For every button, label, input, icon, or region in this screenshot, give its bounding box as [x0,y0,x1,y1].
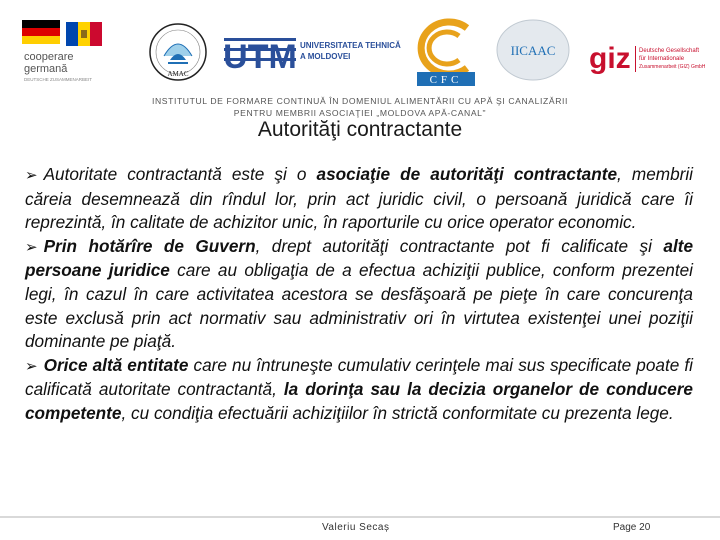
arrow-bullet-icon: ➢ [25,237,38,256]
utm-logo [222,10,402,90]
footer-divider [0,516,720,518]
cfc-logo [405,10,485,90]
svg-text:Deutsche Gesellschaft: Deutsche Gesellschaft [639,48,700,54]
slide-title: Autorităţi contractante [257,118,463,141]
svg-text:CFC: CFC [429,74,463,86]
paragraph-1: ➢ Autoritate contractantă este şi o asociaţie de autorităţi contractante, membrii căreia desemnează din rîndul lor, prin act juridic civil, o persoană juridică care îi reprezintă, în calitate de achizitor unic, în raporturile cu orice operator economic. [25,164,693,233]
page-number: Page 20 [613,522,651,533]
footer-author: Valeriu Secaș [322,522,390,533]
svg-text:DEUTSCHE ZUSAMMENARBEIT: DEUTSCHE ZUSAMMENARBEIT [24,77,93,82]
iicaac-logo [488,10,578,90]
svg-text:UTM: UTM [223,38,297,76]
amac-logo [140,10,216,90]
svg-text:cooperare: cooperare [24,51,74,63]
svg-text:germană: germană [24,63,68,75]
institute-line-1: INSTITUTUL DE FORMARE CONTINUĂ ÎN DOMENIUL ALIMENTĂRII CU APĂ ŞI CANALIZĂRII [152,96,568,106]
svg-text:AMAC: AMAC [167,70,189,78]
svg-text:für Internationale: für Internationale [639,56,685,62]
giz-logo [585,10,710,90]
svg-text:IICAAC: IICAAC [510,43,556,58]
cooperare-germana-logo [18,10,118,90]
paragraph-2: ➢ Prin hotărîre de Guvern, drept autorităţi contractante pot fi calificate şi alte persoane juridice care au obligaţia de a efectua achiziţii publice, conform prezentei legi, în cazul în care activitatea acestora se desfăşoară pe pieţe în care concurenţa este exclusă prin act normativ sau administrativ ori în virtutea existenţei unei poziţii dominante pe piaţă. [25,235,694,352]
arrow-bullet-icon: ➢ [25,166,38,184]
institute-line-2: PENTRU MEMBRII ASOCIAŢIEI „MOLDOVA APĂ-CANAL" [233,108,487,118]
svg-text:UNIVERSITATEA TEHNICĂ: UNIVERSITATEA TEHNICĂ [300,41,401,50]
svg-text:A MOLDOVEI: A MOLDOVEI [300,52,351,61]
paragraph-3: ➢ Orice altă entitate care nu întruneşte cumulativ cerinţele mai sus specificate poate fi calificată autoritate contractantă, la dorinţa sau la decizia organelor de conducere competente, cu condiţia efectuării achiziţiilor în strictă conformitate cu prezenta lege. [25,354,693,423]
institute-name [120,95,600,119]
arrow-bullet-icon: ➢ [25,356,38,375]
svg-text:Zusammenarbeit (GIZ) GmbH: Zusammenarbeit (GIZ) GmbH [639,64,706,70]
slide-body [25,163,693,426]
svg-text:giz: giz [589,42,631,75]
